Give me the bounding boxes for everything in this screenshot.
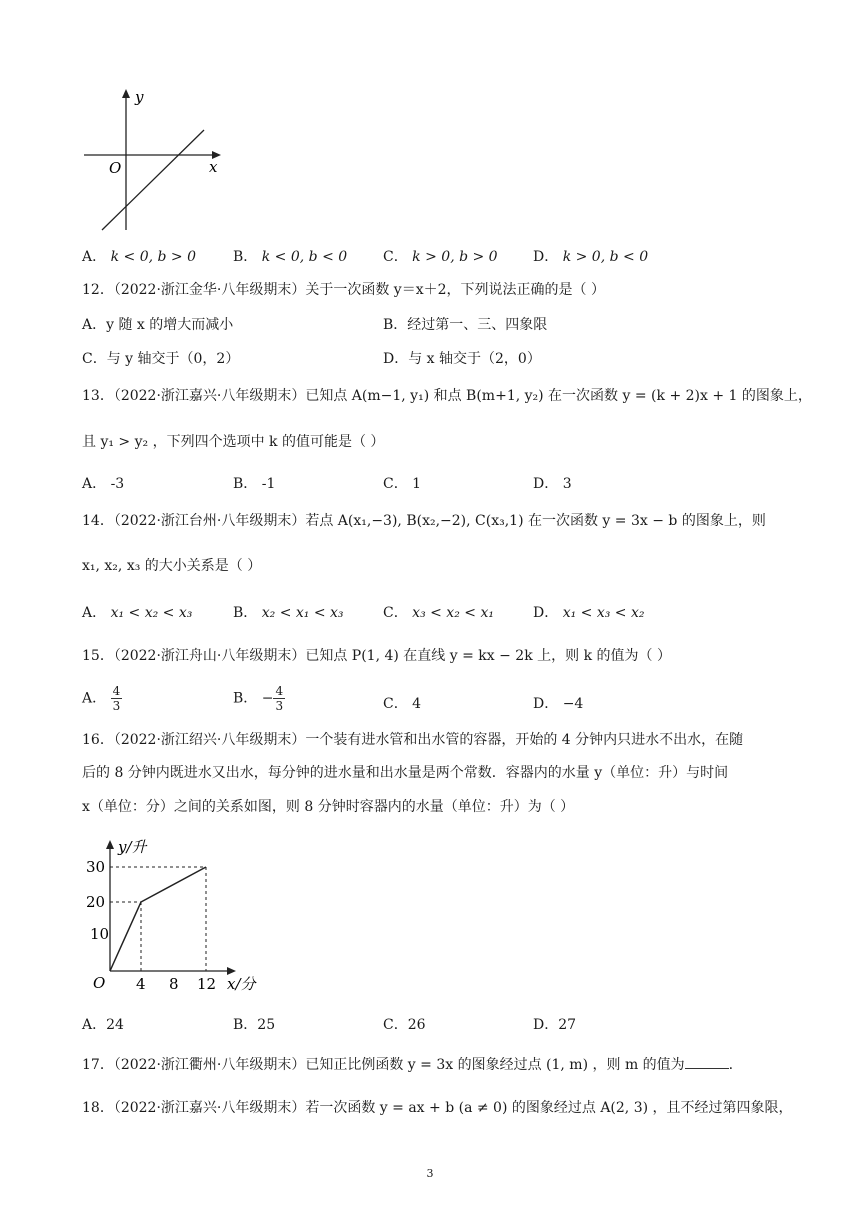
q16-stem-line2: 后的 8 分钟内既进水又出水，每分钟的进水量和出水量是两个常数．容器内的水量 y（单位：升）与时间 [82, 765, 729, 781]
q11-option-c: C． k > 0, b > 0 [383, 249, 498, 265]
q12-option-a: A．y 随 x 的增大而减小 [82, 317, 234, 333]
q13-stem: 13．（2022·浙江嘉兴·八年级期末）已知点 A(m−1, y₁) 和点 B(m+1, y₂) 在一次函数 y = (k + 2)x + 1 的图象上， [82, 388, 812, 404]
q11-option-a: A． k < 0, b > 0 [82, 249, 196, 265]
q13-option-c: C． 1 [383, 476, 422, 492]
q12-option-d: D．与 x 轴交于（2，0） [383, 351, 541, 367]
q16-x-tick-12: 12 [197, 975, 217, 993]
q15-option-c: C． 4 [383, 696, 422, 712]
q17-answer-blank [685, 1054, 729, 1069]
q16-y-tick-30: 30 [86, 858, 106, 876]
q13-option-d: D． 3 [533, 476, 572, 492]
q14-stem-line2: x₁, x₂, x₃ 的大小关系是（ ） [82, 558, 262, 574]
q12-option-b: B．经过第一、三、四象限 [383, 317, 548, 333]
q11-graph [80, 86, 230, 236]
q14-stem: 14．（2022·浙江台州·八年级期末）若点 A(x₁,−3), B(x₂,−2), C(x₃,1) 在一次函数 y = 3x − b 的图象上，则 [82, 513, 766, 529]
page-number: 3 [426, 1167, 434, 1180]
q16-x-tick-4: 4 [136, 975, 146, 993]
q11-option-b: B． k < 0, b < 0 [233, 249, 348, 265]
q13-stem-line2: 且 y₁ > y₂ ，下列四个选项中 k 的值可能是（ ） [82, 434, 385, 450]
q15-option-b: B． − $\frac{4}{3}$ [233, 684, 284, 713]
q16-origin-label: O [93, 974, 106, 992]
q16-graph [80, 834, 270, 994]
q16-x-axis-label: x/分 [227, 975, 256, 993]
q15-option-b-fraction: $\frac{4}{3}$ [275, 684, 284, 713]
q13-option-b: B． -1 [233, 476, 276, 492]
q11-x-axis-label: x [209, 158, 218, 176]
q17-stem: 17．（2022·浙江衢州·八年级期末）已知正比例函数 y = 3x 的图象经过点 (1, m) ，则 m 的值为 . [82, 1054, 790, 1075]
q15-option-a: A． $\frac{4}{3}$ [82, 684, 121, 713]
q11-y-axis-label: y [135, 88, 144, 106]
q16-x-tick-8: 8 [169, 975, 179, 993]
q14-option-b: B． x₂ < x₁ < x₃ [233, 605, 344, 621]
q16-y-axis-label: y/升 [118, 838, 147, 856]
q15-stem: 15．（2022·浙江舟山·八年级期末）已知点 P(1, 4) 在直线 y = kx − 2k 上，则 k 的值为（ ） [82, 648, 671, 664]
q14-option-c: C． x₃ < x₂ < x₁ [383, 605, 494, 621]
q16-y-tick-20: 20 [86, 893, 106, 911]
q14-option-d: D． x₁ < x₃ < x₂ [533, 605, 645, 621]
q16-option-c: C．26 [383, 1017, 426, 1033]
q16-option-a: A．24 [82, 1017, 124, 1033]
q11-origin-label: O [109, 159, 122, 177]
q16-y-tick-10: 10 [90, 925, 110, 943]
q16-option-d: D．27 [533, 1017, 577, 1033]
q14-option-a: A． x₁ < x₂ < x₃ [82, 605, 193, 621]
q13-option-a: A． -3 [82, 476, 125, 492]
q16-stem-line1: 16．（2022·浙江绍兴·八年级期末）一个装有进水管和出水管的容器，开始的 4 分钟内只进水不出水，在随 [82, 732, 744, 748]
q18-stem: 18．（2022·浙江嘉兴·八年级期末）若一次函数 y = ax + b (a ≠ 0) 的图象经过点 A(2, 3) ，且不经过第四象限， [82, 1100, 793, 1116]
q12-stem: 12．（2022·浙江金华·八年级期末）关于一次函数 y＝x＋2，下列说法正确的是（ ） [82, 282, 605, 298]
q15-option-d: D． −4 [533, 696, 584, 712]
q15-option-a-fraction: $\frac{4}{3}$ [112, 684, 121, 713]
q16-option-b: B．25 [233, 1017, 276, 1033]
q16-stem-line3: x（单位：分）之间的关系如图，则 8 分钟时容器内的水量（单位：升）为（ ） [82, 799, 575, 815]
q11-option-d: D． k > 0, b < 0 [533, 249, 649, 265]
q12-option-c: C．与 y 轴交于（0，2） [82, 351, 240, 367]
